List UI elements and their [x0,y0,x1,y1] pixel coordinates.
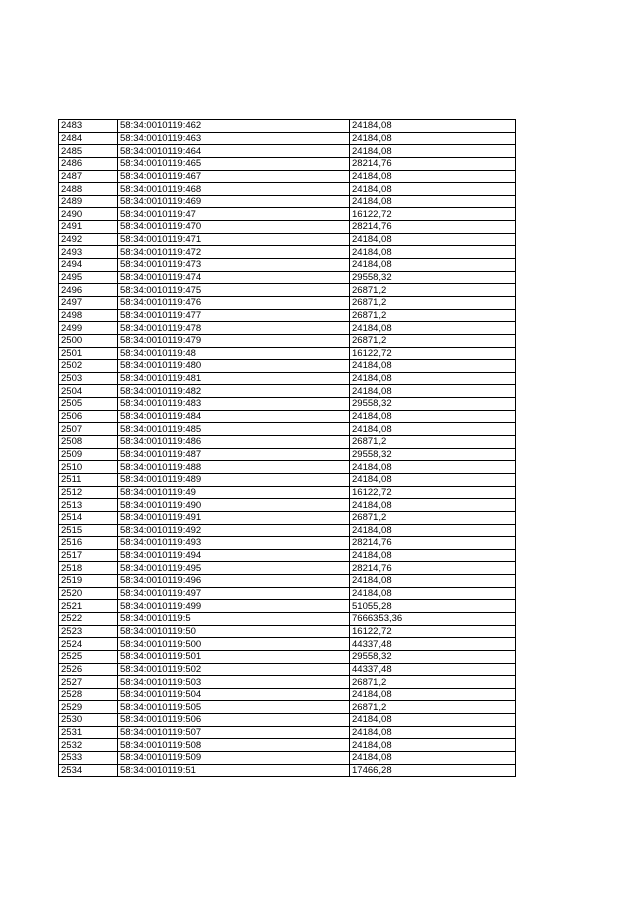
row-number-cell: 2504 [59,385,118,398]
value-cell: 24184,08 [350,739,516,752]
table-row [59,410,516,423]
cadastral-number-cell: 58:34:0010119:483 [118,398,350,411]
value-cell: 24184,08 [350,385,516,398]
value-cell: 17466,28 [350,764,516,777]
cadastral-number-cell: 58:34:0010119:492 [118,524,350,537]
value-cell: 26871,2 [350,296,516,309]
value-cell: 29558,32 [350,398,516,411]
table-row [59,284,516,297]
cadastral-number-cell: 58:34:0010119:507 [118,726,350,739]
cadastral-number-cell: 58:34:0010119:468 [118,183,350,196]
cadastral-number-cell: 58:34:0010119:505 [118,701,350,714]
value-cell: 24184,08 [350,360,516,373]
row-number-cell: 2532 [59,739,118,752]
cadastral-number-cell: 58:34:0010119:508 [118,739,350,752]
value-cell: 16122,72 [350,486,516,499]
table-row [59,499,516,512]
table-row [59,663,516,676]
row-number-cell: 2505 [59,398,118,411]
table-row [59,676,516,689]
table-row [59,587,516,600]
table-row [59,688,516,701]
value-cell: 28214,76 [350,537,516,550]
table-row [59,549,516,562]
cadastral-number-cell: 58:34:0010119:467 [118,170,350,183]
table-row [59,739,516,752]
row-number-cell: 2509 [59,448,118,461]
row-number-cell: 2494 [59,259,118,272]
table-row [59,423,516,436]
row-number-cell: 2490 [59,208,118,221]
cadastral-number-cell: 58:34:0010119:494 [118,549,350,562]
table-row [59,385,516,398]
cadastral-number-cell: 58:34:0010119:490 [118,499,350,512]
table-row [59,473,516,486]
table-row [59,322,516,335]
row-number-cell: 2512 [59,486,118,499]
cadastral-number-cell: 58:34:0010119:506 [118,714,350,727]
table-body [59,120,516,777]
table-row [59,638,516,651]
row-number-cell: 2514 [59,511,118,524]
table-row [59,650,516,663]
row-number-cell: 2533 [59,752,118,765]
table-row [59,575,516,588]
value-cell: 24184,08 [350,575,516,588]
cadastral-number-cell: 58:34:0010119:480 [118,360,350,373]
value-cell: 24184,08 [350,726,516,739]
value-cell: 28214,76 [350,221,516,234]
cadastral-number-cell: 58:34:0010119:496 [118,575,350,588]
cadastral-number-cell: 58:34:0010119:50 [118,625,350,638]
table-row [59,170,516,183]
cadastral-number-cell: 58:34:0010119:501 [118,650,350,663]
cadastral-number-cell: 58:34:0010119:469 [118,195,350,208]
table-row [59,120,516,133]
value-cell: 28214,76 [350,562,516,575]
table-row [59,259,516,272]
row-number-cell: 2500 [59,334,118,347]
table-row [59,726,516,739]
table-row [59,296,516,309]
row-number-cell: 2525 [59,650,118,663]
cadastral-number-cell: 58:34:0010119:473 [118,259,350,272]
cadastral-number-cell: 58:34:0010119:51 [118,764,350,777]
table-row [59,600,516,613]
row-number-cell: 2491 [59,221,118,234]
value-cell: 24184,08 [350,246,516,259]
row-number-cell: 2530 [59,714,118,727]
row-number-cell: 2515 [59,524,118,537]
cadastral-number-cell: 58:34:0010119:477 [118,309,350,322]
table-row [59,372,516,385]
table-row [59,537,516,550]
value-cell: 24184,08 [350,195,516,208]
value-cell: 16122,72 [350,625,516,638]
value-cell: 16122,72 [350,347,516,360]
value-cell: 44337,48 [350,638,516,651]
value-cell: 24184,08 [350,170,516,183]
row-number-cell: 2499 [59,322,118,335]
table-row [59,347,516,360]
value-cell: 24184,08 [350,132,516,145]
table-row [59,271,516,284]
table-row [59,701,516,714]
row-number-cell: 2526 [59,663,118,676]
value-cell: 29558,32 [350,448,516,461]
table-row [59,183,516,196]
cadastral-number-cell: 58:34:0010119:470 [118,221,350,234]
cadastral-number-cell: 58:34:0010119:48 [118,347,350,360]
row-number-cell: 2519 [59,575,118,588]
row-number-cell: 2486 [59,157,118,170]
row-number-cell: 2492 [59,233,118,246]
value-cell: 24184,08 [350,183,516,196]
cadastral-number-cell: 58:34:0010119:474 [118,271,350,284]
row-number-cell: 2488 [59,183,118,196]
value-cell: 26871,2 [350,511,516,524]
cadastral-number-cell: 58:34:0010119:493 [118,537,350,550]
value-cell: 24184,08 [350,587,516,600]
value-cell: 24184,08 [350,714,516,727]
cadastral-number-cell: 58:34:0010119:484 [118,410,350,423]
value-cell: 24184,08 [350,473,516,486]
row-number-cell: 2485 [59,145,118,158]
value-cell: 26871,2 [350,309,516,322]
cadastral-number-cell: 58:34:0010119:488 [118,461,350,474]
row-number-cell: 2529 [59,701,118,714]
cadastral-number-cell: 58:34:0010119:482 [118,385,350,398]
cadastral-number-cell: 58:34:0010119:491 [118,511,350,524]
row-number-cell: 2496 [59,284,118,297]
row-number-cell: 2510 [59,461,118,474]
cadastral-number-cell: 58:34:0010119:462 [118,120,350,133]
row-number-cell: 2520 [59,587,118,600]
value-cell: 24184,08 [350,233,516,246]
value-cell: 24184,08 [350,549,516,562]
value-cell: 24184,08 [350,259,516,272]
row-number-cell: 2507 [59,423,118,436]
row-number-cell: 2484 [59,132,118,145]
row-number-cell: 2489 [59,195,118,208]
row-number-cell: 2493 [59,246,118,259]
value-cell: 44337,48 [350,663,516,676]
table-row [59,233,516,246]
table-row [59,334,516,347]
row-number-cell: 2523 [59,625,118,638]
table-row [59,752,516,765]
value-cell: 26871,2 [350,676,516,689]
cadastral-number-cell: 58:34:0010119:489 [118,473,350,486]
cadastral-number-cell: 58:34:0010119:464 [118,145,350,158]
row-number-cell: 2531 [59,726,118,739]
table-row [59,524,516,537]
cadastral-number-cell: 58:34:0010119:497 [118,587,350,600]
cadastral-number-cell: 58:34:0010119:476 [118,296,350,309]
cadastral-number-cell: 58:34:0010119:509 [118,752,350,765]
cadastral-number-cell: 58:34:0010119:502 [118,663,350,676]
row-number-cell: 2487 [59,170,118,183]
value-cell: 24184,08 [350,688,516,701]
cadastral-number-cell: 58:34:0010119:463 [118,132,350,145]
row-number-cell: 2534 [59,764,118,777]
table-row [59,246,516,259]
value-cell: 26871,2 [350,701,516,714]
table-row [59,625,516,638]
row-number-cell: 2521 [59,600,118,613]
value-cell: 24184,08 [350,410,516,423]
value-cell: 16122,72 [350,208,516,221]
table-row [59,132,516,145]
cadastral-number-cell: 58:34:0010119:503 [118,676,350,689]
table-row [59,448,516,461]
table-row [59,309,516,322]
cadastral-number-cell: 58:34:0010119:471 [118,233,350,246]
value-cell: 24184,08 [350,461,516,474]
table-row [59,461,516,474]
row-number-cell: 2511 [59,473,118,486]
cadastral-number-cell: 58:34:0010119:481 [118,372,350,385]
table-row [59,398,516,411]
row-number-cell: 2517 [59,549,118,562]
value-cell: 26871,2 [350,436,516,449]
value-cell: 24184,08 [350,499,516,512]
cadastral-number-cell: 58:34:0010119:499 [118,600,350,613]
value-cell: 29558,32 [350,650,516,663]
value-cell: 24184,08 [350,322,516,335]
row-number-cell: 2495 [59,271,118,284]
row-number-cell: 2527 [59,676,118,689]
value-cell: 24184,08 [350,752,516,765]
row-number-cell: 2502 [59,360,118,373]
cadastral-number-cell: 58:34:0010119:465 [118,157,350,170]
table-row [59,714,516,727]
table-row [59,511,516,524]
table-row [59,612,516,625]
value-cell: 51055,28 [350,600,516,613]
cadastral-number-cell: 58:34:0010119:486 [118,436,350,449]
value-cell: 28214,76 [350,157,516,170]
table-row [59,764,516,777]
row-number-cell: 2501 [59,347,118,360]
cadastral-number-cell: 58:34:0010119:49 [118,486,350,499]
table-row [59,208,516,221]
row-number-cell: 2528 [59,688,118,701]
table-row [59,486,516,499]
table-row [59,360,516,373]
cadastral-number-cell: 58:34:0010119:478 [118,322,350,335]
row-number-cell: 2516 [59,537,118,550]
cadastral-number-cell: 58:34:0010119:500 [118,638,350,651]
cadastral-number-cell: 58:34:0010119:5 [118,612,350,625]
row-number-cell: 2483 [59,120,118,133]
table-row [59,145,516,158]
row-number-cell: 2524 [59,638,118,651]
cadastral-number-cell: 58:34:0010119:472 [118,246,350,259]
value-cell: 24184,08 [350,120,516,133]
value-cell: 29558,32 [350,271,516,284]
cadastral-number-cell: 58:34:0010119:495 [118,562,350,575]
value-cell: 26871,2 [350,334,516,347]
value-cell: 24184,08 [350,423,516,436]
value-cell: 24184,08 [350,372,516,385]
row-number-cell: 2506 [59,410,118,423]
row-number-cell: 2508 [59,436,118,449]
cadastral-number-cell: 58:34:0010119:487 [118,448,350,461]
table-row [59,436,516,449]
cadastral-number-cell: 58:34:0010119:479 [118,334,350,347]
value-cell: 7666353,36 [350,612,516,625]
row-number-cell: 2498 [59,309,118,322]
row-number-cell: 2518 [59,562,118,575]
row-number-cell: 2513 [59,499,118,512]
cadastral-number-cell: 58:34:0010119:475 [118,284,350,297]
value-cell: 24184,08 [350,524,516,537]
table-row [59,157,516,170]
table-row [59,562,516,575]
value-cell: 26871,2 [350,284,516,297]
value-cell: 24184,08 [350,145,516,158]
cadastral-number-cell: 58:34:0010119:504 [118,688,350,701]
table-row [59,195,516,208]
row-number-cell: 2497 [59,296,118,309]
table-row [59,221,516,234]
row-number-cell: 2522 [59,612,118,625]
cadastral-number-cell: 58:34:0010119:485 [118,423,350,436]
cadastral-number-cell: 58:34:0010119:47 [118,208,350,221]
data-table [58,119,516,777]
row-number-cell: 2503 [59,372,118,385]
